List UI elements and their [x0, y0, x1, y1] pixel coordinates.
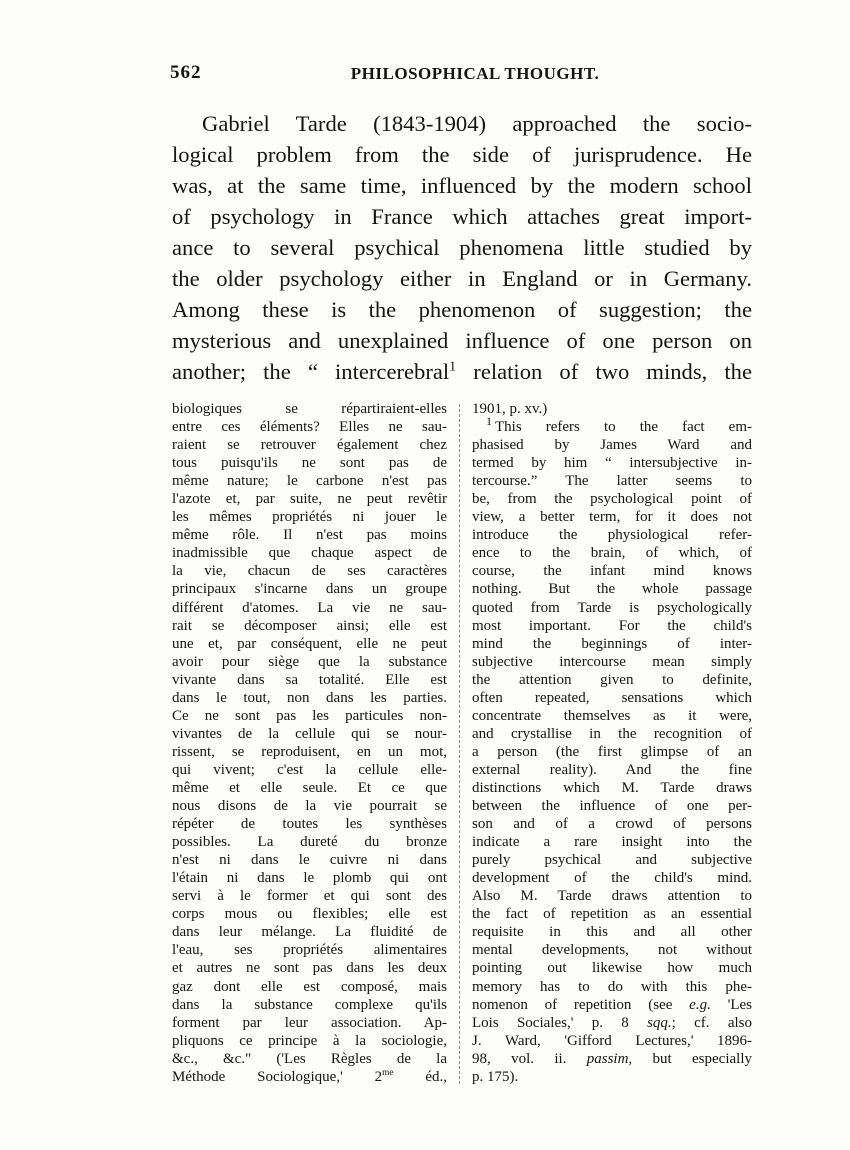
note-line: the attention given to definite, — [472, 671, 752, 688]
note-line: et autres ne sont pas dans les deux — [172, 960, 447, 977]
main-line: of psychology in France which attaches great import- — [172, 204, 752, 229]
note-line: n'est ni dans le cuivre ni dans — [172, 852, 447, 869]
page-header — [170, 62, 750, 88]
note-line — [172, 1068, 447, 1086]
main-line-part: another; the “ intercerebral — [172, 359, 450, 384]
note-line: most important. For the child's — [472, 617, 752, 634]
column-divider — [459, 404, 461, 1084]
note-line: qui vivent; c'est la cellule elle- — [172, 761, 447, 778]
note-line: distinctions which M. Tarde draws — [472, 779, 752, 796]
note-italic: e.g. — [689, 996, 711, 1013]
note-line: mental developments, not without — [472, 942, 752, 959]
main-line: logical problem from the side of jurisprudence. He — [172, 142, 752, 167]
note-line: often repeated, sensations which — [472, 689, 752, 706]
note-line: mind the beginnings of inter- — [472, 635, 752, 652]
note-line: J. Ward, 'Gifford Lectures,' 1896- — [472, 1032, 752, 1049]
note-line-part: This refers to the fact em- — [495, 419, 752, 436]
note-line: inadmissible que chaque aspect de — [172, 545, 447, 562]
note-line: l'eau, ses propriétés alimentaires — [172, 942, 447, 959]
note-line: be, from the psychological point of — [472, 491, 752, 508]
note-line: biologiques se répartiraient-elles — [172, 401, 447, 417]
note-line-part: Lois Sociales,' p. 8 — [472, 1014, 648, 1031]
footnote-reference: 1 — [449, 359, 457, 375]
note-line-part: Méthode Sociologique,' 2 — [172, 1068, 383, 1085]
main-line: ance to several psychical phenomena little studied by — [172, 235, 752, 260]
note-line: p. 175). — [472, 1068, 519, 1085]
note-line: Ce ne sont pas les particules non- — [172, 707, 447, 724]
note-line: purely psychical and subjective — [472, 852, 752, 869]
main-paragraph — [172, 108, 752, 387]
note-line: indicate a rare insight into the — [472, 834, 752, 851]
main-line — [172, 356, 752, 387]
note-line: development of the child's mind. — [472, 870, 752, 887]
note-line: external reality). And the fine — [472, 761, 752, 778]
note-line: tous puisqu'ils ne sont pas de — [172, 455, 447, 472]
note-line: vivantes de la cellule qui se nour- — [172, 725, 447, 742]
note-line: phasised by James Ward and — [472, 437, 752, 454]
note-line: course, the infant mind knows — [472, 563, 752, 580]
page-number: 562 — [170, 62, 202, 83]
note-line: 1901, p. xv.) — [472, 401, 548, 417]
note-line — [472, 1014, 752, 1032]
note-line: Also M. Tarde draws attention to — [472, 888, 752, 905]
note-line-part: 'Les — [710, 996, 752, 1013]
note-line: a person (the first glimpse of an — [472, 743, 752, 760]
note-line: servi à le former et qui sont des — [172, 888, 447, 905]
note-line: nothing. But the whole passage — [472, 581, 752, 598]
note-line: même et elle seule. Et ce que — [172, 779, 447, 796]
note-line — [472, 1050, 752, 1068]
note-line: memory has to do with this phe- — [472, 978, 752, 995]
note-line-part: ; cf. also — [671, 1014, 753, 1031]
note-italic: sqq. — [647, 1014, 672, 1031]
note-line: nous disons de la vie pourrait se — [172, 798, 447, 815]
note-line: concentrate themselves as it were, — [472, 707, 752, 724]
running-title: PHILOSOPHICAL THOUGHT. — [350, 64, 600, 83]
note-line: pliquons ce principe à la sociologie, — [172, 1032, 447, 1049]
note-line-part: 98, vol. ii. — [472, 1050, 587, 1067]
note-italic: passim, — [586, 1050, 633, 1067]
main-line: mysterious and unexplained influence of one person on — [172, 328, 752, 353]
note-line: between the influence of one per- — [472, 798, 752, 815]
note-line-part: nomenon of repetition (see — [472, 996, 690, 1013]
note-line — [472, 996, 752, 1014]
note-line: la vie, chacun de ses caractères — [172, 563, 447, 580]
note-line: requisite in this and all other — [472, 924, 752, 941]
note-line-part: but especially — [632, 1050, 752, 1067]
note-line: différent d'atomes. La vie ne sau- — [172, 599, 447, 616]
superscript: me — [382, 1067, 394, 1078]
note-line: dans la substance complexe qu'ils — [172, 996, 447, 1013]
note-line: son and of a crowd of persons — [472, 816, 752, 833]
note-line: the fact of repetition as an essential — [472, 906, 752, 923]
main-line: Gabriel Tarde (1843-1904) approached the socio- — [202, 111, 752, 136]
main-line: the older psychology either in England or in Germany. — [172, 266, 752, 291]
note-line: une et, par conséquent, elle ne peut — [172, 635, 447, 652]
note-line: rait se décomposer ainsi; elle est — [172, 617, 447, 634]
note-line: introduce the physiological refer- — [472, 527, 752, 544]
note-line: principaux s'incarne dans un groupe — [172, 581, 447, 598]
note-line: l'azote et, par suite, ne peut revêtir — [172, 491, 447, 508]
note-line: vivante dans sa totalité. Elle est — [172, 671, 447, 688]
note-line: dans leur mélange. La fluidité de — [172, 924, 447, 941]
note-line-part: éd., — [393, 1068, 447, 1085]
footnote-column-right — [472, 400, 752, 1086]
footnote-column-left — [172, 400, 447, 1086]
note-line: subjective intercourse mean simply — [472, 653, 752, 670]
note-line: même rôle. Il n'est pas moins — [172, 527, 447, 544]
note-line: termed by him “ intersubjective in- — [472, 455, 752, 472]
note-line: rissent, se reproduisent, en un mot, — [172, 743, 447, 760]
note-line: corps mous ou flexibles; elle est — [172, 906, 447, 923]
note-line: répéter de toutes les synthèses — [172, 816, 447, 833]
footnote-start — [472, 414, 752, 436]
note-line: quoted from Tarde is psychologically — [472, 599, 752, 616]
main-line-part: relation of two minds, the — [456, 359, 752, 384]
note-line: gaz dont elle est composé, mais — [172, 978, 447, 995]
note-line: ence to the brain, of which, of — [472, 545, 752, 562]
note-line: and crystallise in the recognition of — [472, 725, 752, 742]
footnotes-area — [172, 400, 752, 1100]
note-line: &c., &c." ('Les Règles de la — [172, 1050, 447, 1067]
note-line: raient se retrouver également chez — [172, 437, 447, 454]
note-line: tercourse.” The latter seems to — [472, 473, 752, 490]
note-line: les mêmes propriétés ni jouer le — [172, 509, 447, 526]
note-line: même nature; le carbone n'est pas — [172, 473, 447, 490]
note-line: possibles. La dureté du bronze — [172, 834, 447, 851]
note-line: avoir pour siège que la substance — [172, 653, 447, 670]
footnote-number: 1 — [486, 414, 492, 429]
note-line: l'étain ni dans le plomb qui ont — [172, 870, 447, 887]
note-line: pointing out likewise how much — [472, 960, 752, 977]
main-line: Among these is the phenomenon of suggestion; the — [172, 297, 752, 322]
note-line: entre ces éléments? Elles ne sau- — [172, 419, 447, 436]
main-line: was, at the same time, influenced by the modern school — [172, 173, 752, 198]
note-line: view, a better term, for it does not — [472, 509, 752, 526]
note-line: dans le tout, non dans les parties. — [172, 689, 447, 706]
note-line: forment par leur association. Ap- — [172, 1014, 447, 1031]
